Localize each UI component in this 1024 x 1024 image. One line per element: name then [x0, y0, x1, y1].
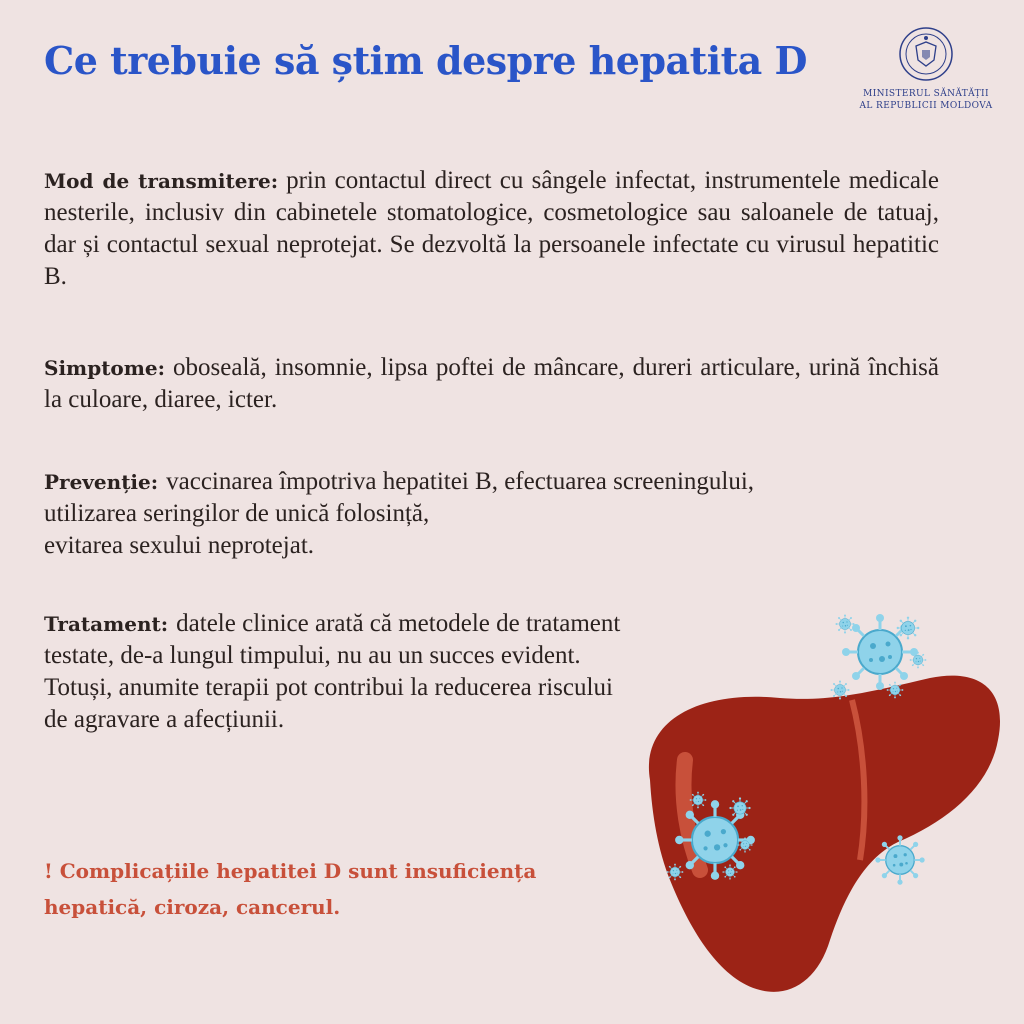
ministry-logo — [856, 26, 996, 112]
coat-of-arms-icon — [898, 26, 954, 82]
ministry-name-line1: MINISTERUL SĂNĂTĂȚII — [863, 89, 989, 99]
complications-warning — [44, 853, 624, 925]
ministry-name-line2: AL REPUBLICII MOLDOVA — [859, 101, 993, 111]
warning-line2: hepatică, ciroza, cancerul. — [44, 895, 341, 919]
transmission-paragraph — [44, 165, 939, 293]
transmission-label: Mod de transmitere: — [44, 169, 279, 193]
symptoms-paragraph — [44, 352, 939, 416]
symptoms-text: oboseală, insomnie, lipsa poftei de mâncare, dureri articulare, urină închisă la culoare, diaree, icter. — [44, 354, 939, 413]
page-title: Ce trebuie să știm despre hepatita D — [44, 38, 807, 83]
prevention-line2: utilizarea seringilor de unică folosință, — [44, 500, 430, 527]
treatment-paragraph — [44, 608, 624, 736]
treatment-label: Tratament: — [44, 612, 169, 636]
prevention-line3: evitarea sexului neprotejat. — [44, 532, 315, 559]
prevention-label: Prevenție: — [44, 470, 159, 494]
treatment-text: datele clinice arată că metodele de tratament testate, de-a lungul timpului, nu au un succes evident. Totuși, anumite terapii pot contribui la reducerea riscului de agravare a afecțiunii. — [44, 610, 621, 733]
liver-with-viruses-icon — [630, 610, 1010, 1010]
prevention-line1: vaccinarea împotriva hepatitei B, efectuarea screeningului, — [166, 468, 755, 495]
symptoms-label: Simptome: — [44, 356, 166, 380]
prevention-paragraph — [44, 466, 924, 562]
warning-line1: ! Complicațiile hepatitei D sunt insuficiența — [44, 859, 537, 883]
transmission-text: prin contactul direct cu sângele infectat, instrumentele medicale nesterile, inclusiv din cabinetele stomatologice, cosmetologice sau saloanele de tatuaj, dar și contactul sexual neprotejat. Se dezvoltă la persoanele infectate cu virusul hepatitic B. — [44, 167, 939, 290]
